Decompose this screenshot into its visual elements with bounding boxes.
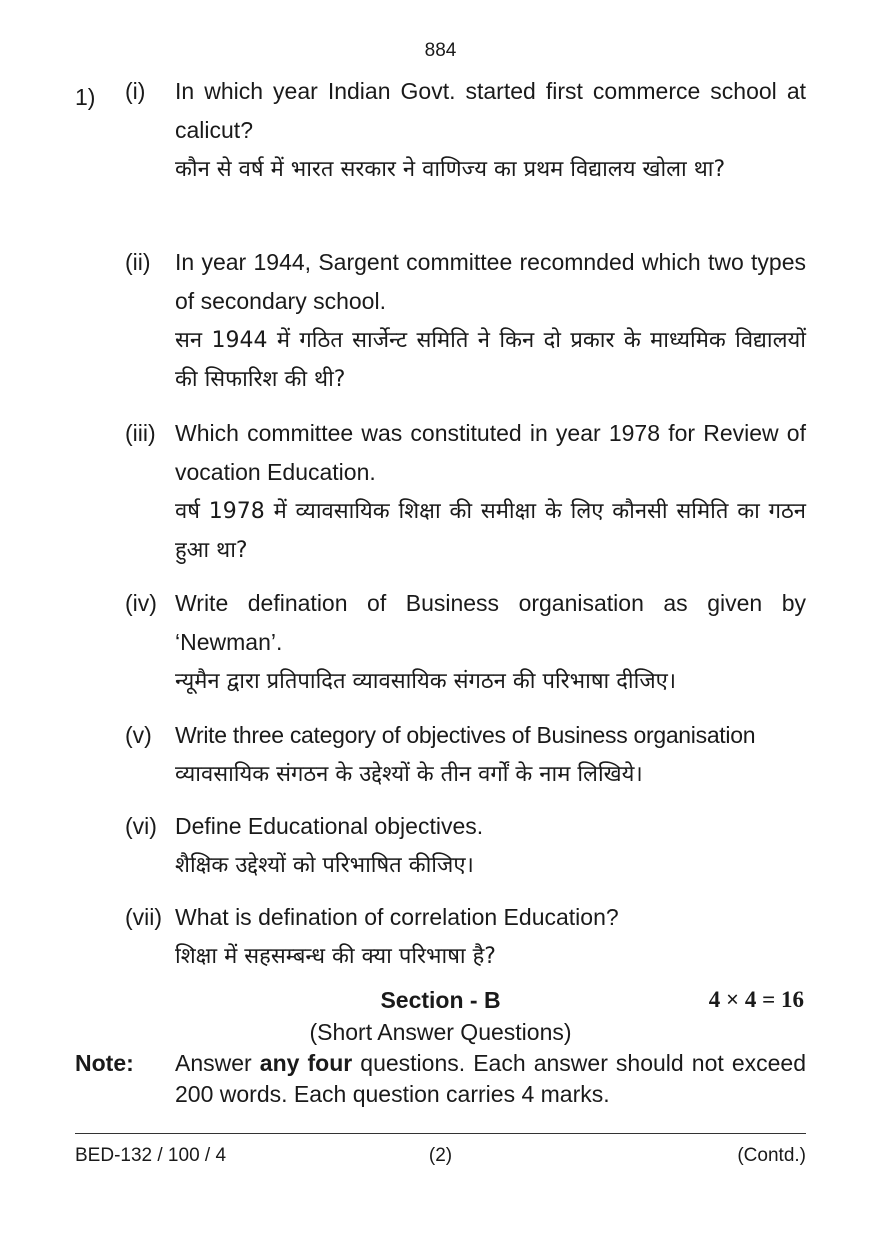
- question-text-english: What is defination of correlation Education?: [175, 904, 619, 930]
- question-text-english: In year 1944, Sargent committee recomnded which two types of secondary school.: [175, 249, 806, 314]
- item-number: (iii): [125, 420, 156, 446]
- question-text-hindi: न्यूमैन द्वारा प्रतिपादित व्यावसायिक संगठन की परिभाषा दीजिए।: [175, 669, 677, 694]
- question-item-v: [125, 716, 806, 794]
- footer-page-number: (2): [428, 1145, 453, 1166]
- note-text-start: Answer: [175, 1050, 260, 1076]
- footer-divider: [75, 1133, 806, 1134]
- question-item-vi: [125, 807, 806, 885]
- question-text-english: In which year Indian Govt. started first commerce school at calicut?: [175, 78, 806, 143]
- question-number: 1): [75, 84, 96, 110]
- question-text-english: Which committee was constituted in year 1978 for Review of vocation Education.: [175, 420, 806, 485]
- item-number: (i): [125, 78, 146, 104]
- question-text-english: Write three category of objectives of Business organisation: [175, 722, 756, 748]
- question-text-english: Write defination of Business organisation as given by ‘Newman’.: [175, 590, 806, 655]
- item-number: (iv): [125, 590, 157, 616]
- item-number: (vii): [125, 904, 163, 930]
- item-number: (vi): [125, 813, 157, 839]
- note-text: [175, 1048, 806, 1110]
- paper-code: BED-132 / 100 / 4: [75, 1145, 227, 1166]
- question-item-iv: [125, 584, 806, 701]
- note-text-emphasis: any four: [259, 1050, 353, 1076]
- question-item-vii: [125, 898, 806, 976]
- question-text-hindi: वर्ष 1978 में व्यावसायिक शिक्षा की समीक्षा के लिए कौनसी समिति का गठन हुआ था?: [175, 499, 806, 563]
- question-item-iii: [125, 414, 806, 570]
- item-number: (v): [125, 722, 152, 748]
- section-marks: 4 × 4 = 16: [708, 987, 804, 1012]
- question-item-ii: [125, 243, 806, 399]
- note-text-end: questions. Each answer should not exceed 200 words. Each question carries 4 marks.: [175, 1050, 806, 1107]
- question-item-i: [125, 72, 806, 189]
- question-text-hindi: व्यावसायिक संगठन के उद्देश्यों के तीन वर्गों के नाम लिखिये।: [175, 762, 643, 787]
- section-subtitle: (Short Answer Questions): [309, 1019, 572, 1045]
- note-label: Note:: [75, 1050, 134, 1076]
- question-text-hindi: कौन से वर्ष में भारत सरकार ने वाणिज्य का प्रथम विद्यालय खोला था?: [175, 157, 726, 182]
- item-number: (ii): [125, 249, 151, 275]
- page-number: 884: [424, 40, 457, 61]
- section-title: Section - B: [380, 987, 501, 1013]
- question-text-hindi: शिक्षा में सहसम्बन्ध की क्या परिभाषा है?: [175, 944, 496, 969]
- question-text-hindi: शैक्षिक उद्देश्यों को परिभाषित कीजिए।: [175, 853, 474, 878]
- question-text-hindi: सन 1944 में गठित सार्जेन्ट समिति ने किन दो प्रकार के माध्यमिक विद्यालयों की सिफारिश की थी?: [175, 328, 806, 392]
- continued-label: (Contd.): [737, 1145, 806, 1166]
- question-text-english: Define Educational objectives.: [175, 813, 484, 839]
